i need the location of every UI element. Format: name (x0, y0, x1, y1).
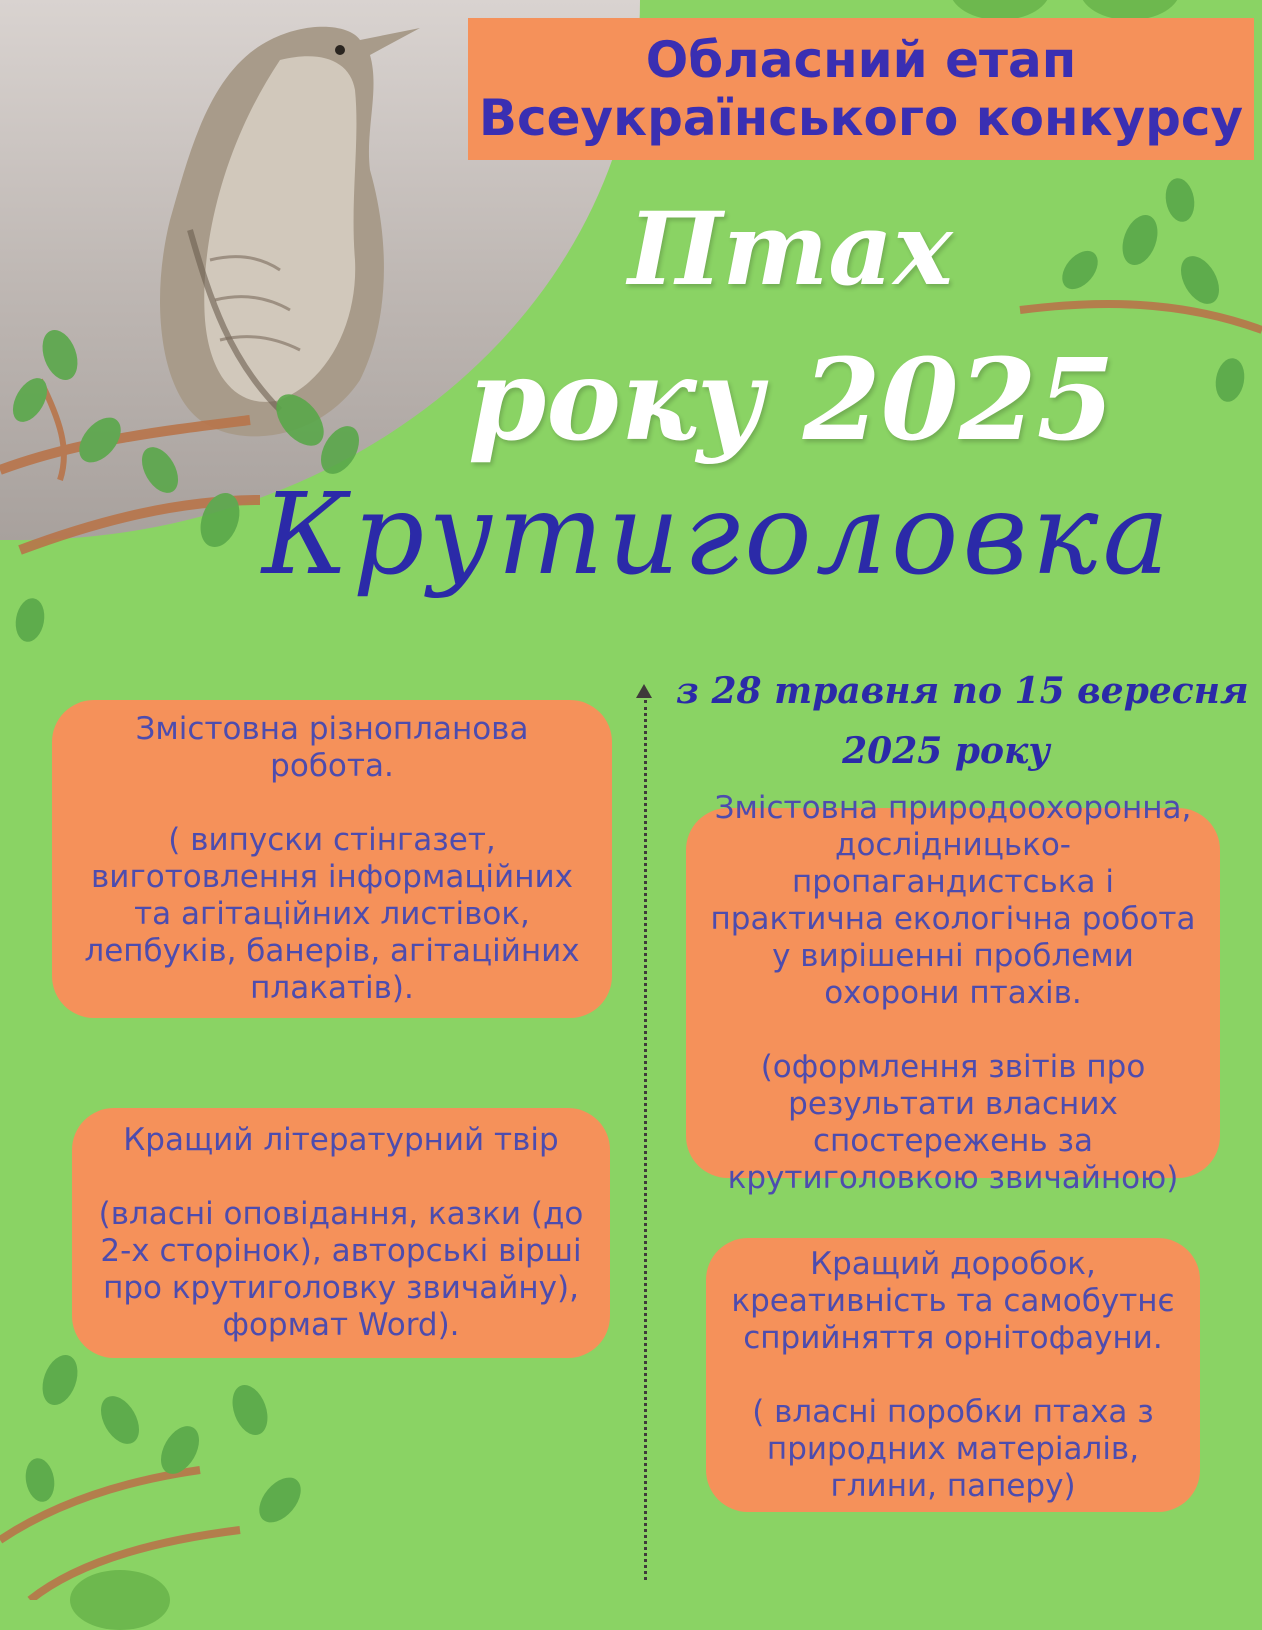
info-box-text: (власні оповідання, казки (до 2-х сторінок), авторські вірші про крутиголовку звичайну), формат Word). (98, 1196, 584, 1343)
info-box-1 (52, 700, 612, 1018)
info-box-2 (72, 1108, 610, 1358)
info-box-heading: Змістовна різнопланова робота. (135, 711, 529, 784)
timeline-divider (644, 700, 647, 1580)
info-box-3 (686, 789, 1220, 1196)
title-line-2: року 2025 (468, 335, 1115, 466)
info-box-text: ( власні поробки птаха з природних матеріалів, глини, паперу) (752, 1393, 1154, 1504)
subtitle: Крутиголовка (262, 470, 1174, 600)
corner-decoration (70, 1570, 170, 1630)
title-line-1: Птах (628, 190, 953, 308)
dates-line-2: 2025 року (842, 730, 1050, 772)
timeline-arrow-icon (636, 684, 652, 698)
info-box-heading: Змістовна природоохоронна, дослідницько-пропагандистська і практична екологічна робота у вирішенні проблеми охорони птахів. (710, 789, 1196, 1011)
info-box-heading: Кращий літературний твір (123, 1122, 559, 1158)
info-box-4 (706, 1238, 1200, 1512)
dates-line-1: з 28 травня по 15 вересня (676, 670, 1249, 712)
info-box-text: ( випуски стінгазет, виготовлення інформаційних та агітаційних листівок, лепбуків, банерів, агітаційних плакатів). (84, 822, 580, 1006)
info-box-text: (оформлення звітів про результати власних спостережень за крутиголовкою звичайною) (727, 1048, 1179, 1196)
info-box-heading: Кращий доробок, креативність та самобутнє сприйняття орнітофауни. (731, 1245, 1175, 1356)
header-line-2: Всеукраїнського конкурсу (478, 89, 1244, 147)
header-banner (468, 18, 1254, 160)
header-line-1: Обласний етап (645, 31, 1077, 89)
